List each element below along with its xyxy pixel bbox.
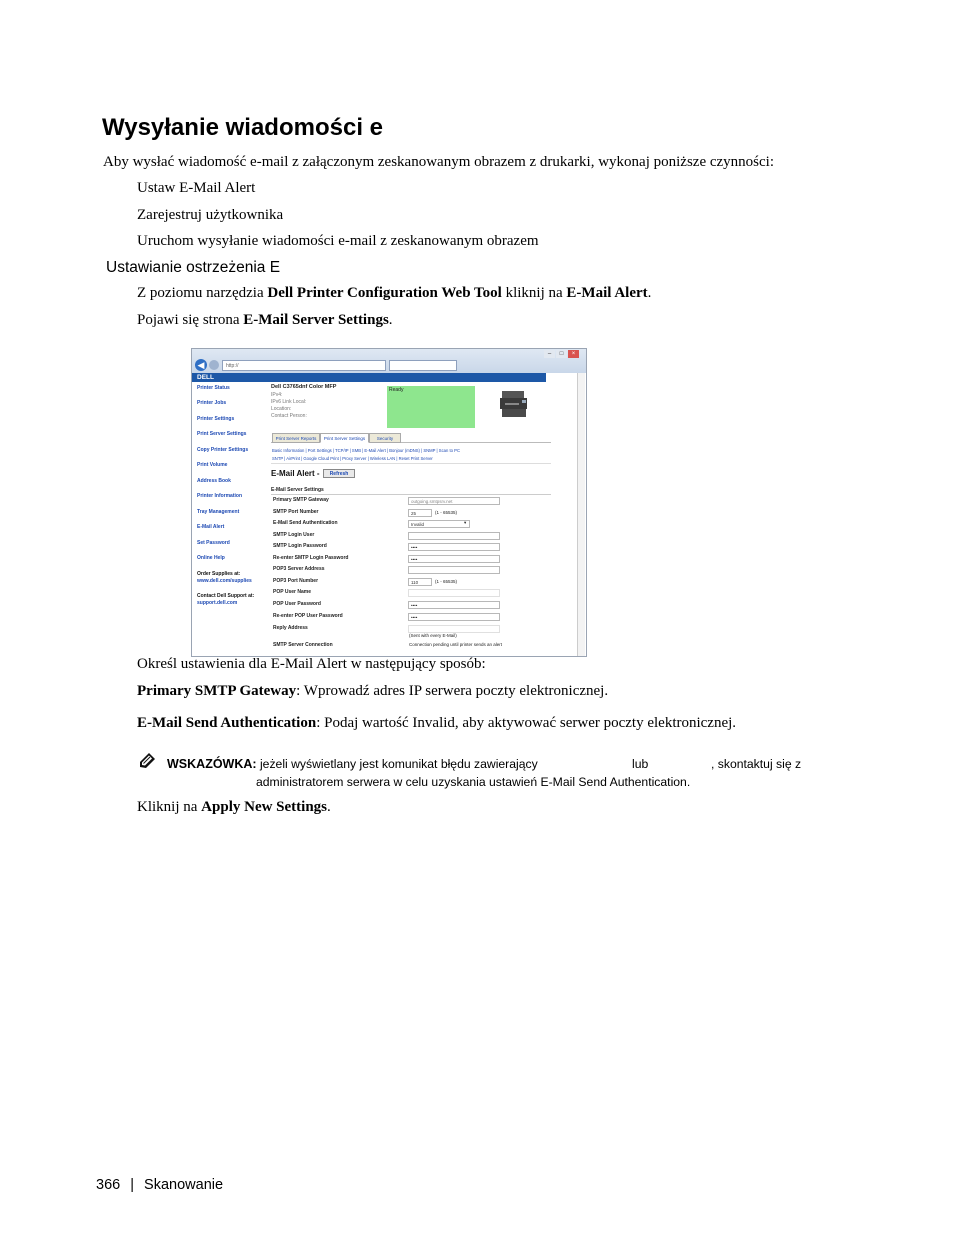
field-label: POP3 Server Address xyxy=(273,566,325,572)
close-icon: × xyxy=(568,350,579,358)
dell-header-bar xyxy=(192,373,546,382)
tab-print-server-settings: Print Server Settings xyxy=(320,433,369,443)
back-icon: ◀ xyxy=(195,359,207,371)
step-2: Zarejestruj użytkownika xyxy=(137,207,284,223)
smtp-gateway-field: outgoing.smtpsrv.net xyxy=(408,497,500,505)
email-server-settings-screenshot xyxy=(191,348,587,657)
tab-security: Security xyxy=(369,433,401,443)
order-supplies-link: www.dell.com/supplies xyxy=(197,578,252,584)
sidebar-item-tray-management: Tray Management xyxy=(197,509,240,515)
sidebar-item-print-volume: Print Volume xyxy=(197,462,228,468)
pencil-note-icon xyxy=(138,751,158,769)
note-or: lub xyxy=(632,757,649,771)
pop-password-field: •••• xyxy=(408,601,500,609)
pop-password-confirm-field: •••• xyxy=(408,613,500,621)
sidebar-item-printer-status: Printer Status xyxy=(197,385,230,391)
status-panel xyxy=(387,386,475,428)
pop3-port-field: 110 xyxy=(408,578,432,586)
paragraph-web-tool: Z poziomu narzędzia Dell Printer Configuration Web Tool kliknij na E-Mail Alert. xyxy=(137,285,652,301)
note-line-2: administratorem serwera w celu uzyskania ustawień E-Mail Send Authentication. xyxy=(256,775,691,789)
sidebar-item-printer-jobs: Printer Jobs xyxy=(197,400,227,406)
printer-icon xyxy=(498,389,530,419)
port-hint: (1 - 65535) xyxy=(435,579,458,584)
step-3: Uruchom wysyłanie wiadomości e-mail z zeskanowanym obrazem xyxy=(137,233,539,249)
field-label: SMTP Login User xyxy=(273,532,315,538)
smtp-port-field: 25 xyxy=(408,509,432,517)
sidebar-item-online-help: Online Help xyxy=(197,555,225,561)
smtp-password-field: •••• xyxy=(408,543,500,551)
link-divider xyxy=(271,463,551,464)
sidebar-item-address-book: Address Book xyxy=(197,478,231,484)
group-divider xyxy=(271,494,551,495)
sidebar-item-print-server-settings: Print Server Settings xyxy=(197,431,247,437)
status-text: Ready xyxy=(389,387,404,393)
step-1: Ustaw E-Mail Alert xyxy=(137,180,256,196)
sidebar-item-email-alert: E-Mail Alert xyxy=(197,524,225,530)
scrollbar xyxy=(577,373,585,656)
paragraph-settings-intro: Określ ustawienia dla E-Mail Alert w następujący sposób: xyxy=(137,656,486,672)
port-hint: (1 - 65535) xyxy=(435,510,458,515)
info-ipv6: IPv6 Link Local: xyxy=(271,399,307,405)
reply-note: (Sent with every E-Mail) xyxy=(409,633,457,638)
reply-address-field xyxy=(408,625,500,633)
paragraph-apply: Kliknij na Apply New Settings. xyxy=(137,799,331,815)
sidebar-item-printer-information: Printer Information xyxy=(197,493,243,499)
address-bar: http:// xyxy=(222,360,386,371)
field-label: SMTP Login Password xyxy=(273,543,327,549)
field-label: POP User Name xyxy=(273,589,311,595)
forward-icon xyxy=(209,360,219,370)
field-label: POP3 Port Number xyxy=(273,578,319,584)
tab-print-server-reports: Print Server Reports xyxy=(272,433,320,443)
paragraph-smtp-gateway: Primary SMTP Gateway: Wprowadź adres IP serwera poczty elektronicznej. xyxy=(137,683,609,699)
field-label: Reply Address xyxy=(273,625,308,631)
page-title: Wysyłanie wiadomości e xyxy=(102,114,384,141)
page-number: 366 xyxy=(96,1177,121,1193)
field-label: Re-enter SMTP Login Password xyxy=(273,555,349,561)
auth-select: Invalid xyxy=(408,520,470,528)
order-supplies-label: Order Supplies at: xyxy=(197,571,241,577)
field-label: SMTP Port Number xyxy=(273,509,319,515)
page-footer xyxy=(96,1177,223,1193)
connection-value: Connection pending until printer sends an alert xyxy=(409,642,503,647)
printer-name: Dell C3765dnf Color MFP xyxy=(271,384,337,390)
select-arrow-icon: ▾ xyxy=(464,520,467,525)
email-alert-heading: E-Mail Alert - xyxy=(271,469,320,478)
info-contact: Contact Person: xyxy=(271,413,307,419)
sidebar-item-set-password: Set Password xyxy=(197,540,230,546)
smtp-login-user-field xyxy=(408,532,500,540)
contact-support-link: support.dell.com xyxy=(197,600,238,606)
smtp-password-confirm-field: •••• xyxy=(408,555,500,563)
group-title: E-Mail Server Settings xyxy=(271,487,324,493)
paragraph-send-auth: E-Mail Send Authentication: Podaj wartość Invalid, aby aktywować serwer poczty elektronicznej. xyxy=(137,715,737,731)
paragraph-server-settings: Pojawi się strona E-Mail Server Settings. xyxy=(137,312,393,328)
note-line-1: WSKAZÓWKA: jeżeli wyświetlany jest komunikat błędu zawierający xyxy=(167,757,538,771)
pop-user-field xyxy=(408,589,500,597)
section-title: Ustawianie ostrzeżenia E xyxy=(106,259,281,276)
contact-support-label: Contact Dell Support at: xyxy=(197,593,255,599)
field-label: Re-enter POP User Password xyxy=(273,613,343,619)
info-ipv4: IPv4: xyxy=(271,392,283,398)
refresh-button: Refresh xyxy=(323,469,355,478)
field-label: Primary SMTP Gateway xyxy=(273,497,329,503)
sidebar-item-printer-settings: Printer Settings xyxy=(197,416,235,422)
field-label: E-Mail Send Authentication xyxy=(273,520,338,526)
maximize-icon: □ xyxy=(556,350,567,358)
footer-separator: | xyxy=(130,1177,135,1193)
note-contact: , skontaktuj się z xyxy=(711,757,802,771)
sidebar-item-copy-printer-settings: Copy Printer Settings xyxy=(197,447,249,453)
browser-toolbar xyxy=(192,349,586,373)
connection-label: SMTP Server Connection xyxy=(273,642,333,648)
browser-tab xyxy=(389,360,457,371)
field-label: POP User Password xyxy=(273,601,321,607)
pop3-address-field xyxy=(408,566,500,574)
dell-logo: DELL xyxy=(197,374,214,381)
intro-text: Aby wysłać wiadomość e-mail z załączonym zeskanowanym obrazem z drukarki, wykonaj poniższe czynności: xyxy=(103,154,775,170)
footer-section: Skanowanie xyxy=(144,1177,224,1193)
minimize-icon: – xyxy=(544,350,555,358)
link-row-1: Basic Information | Port Settings | TCP/IP | SMB | E-Mail Alert | Bonjour (mDNS) | SNMP | Scan to PC xyxy=(272,448,460,453)
link-row-2: SNTP | AirPrint | Google Cloud Print | Proxy Server | Wireless LAN | Reset Print Server xyxy=(272,456,433,461)
info-location: Location: xyxy=(271,406,292,412)
